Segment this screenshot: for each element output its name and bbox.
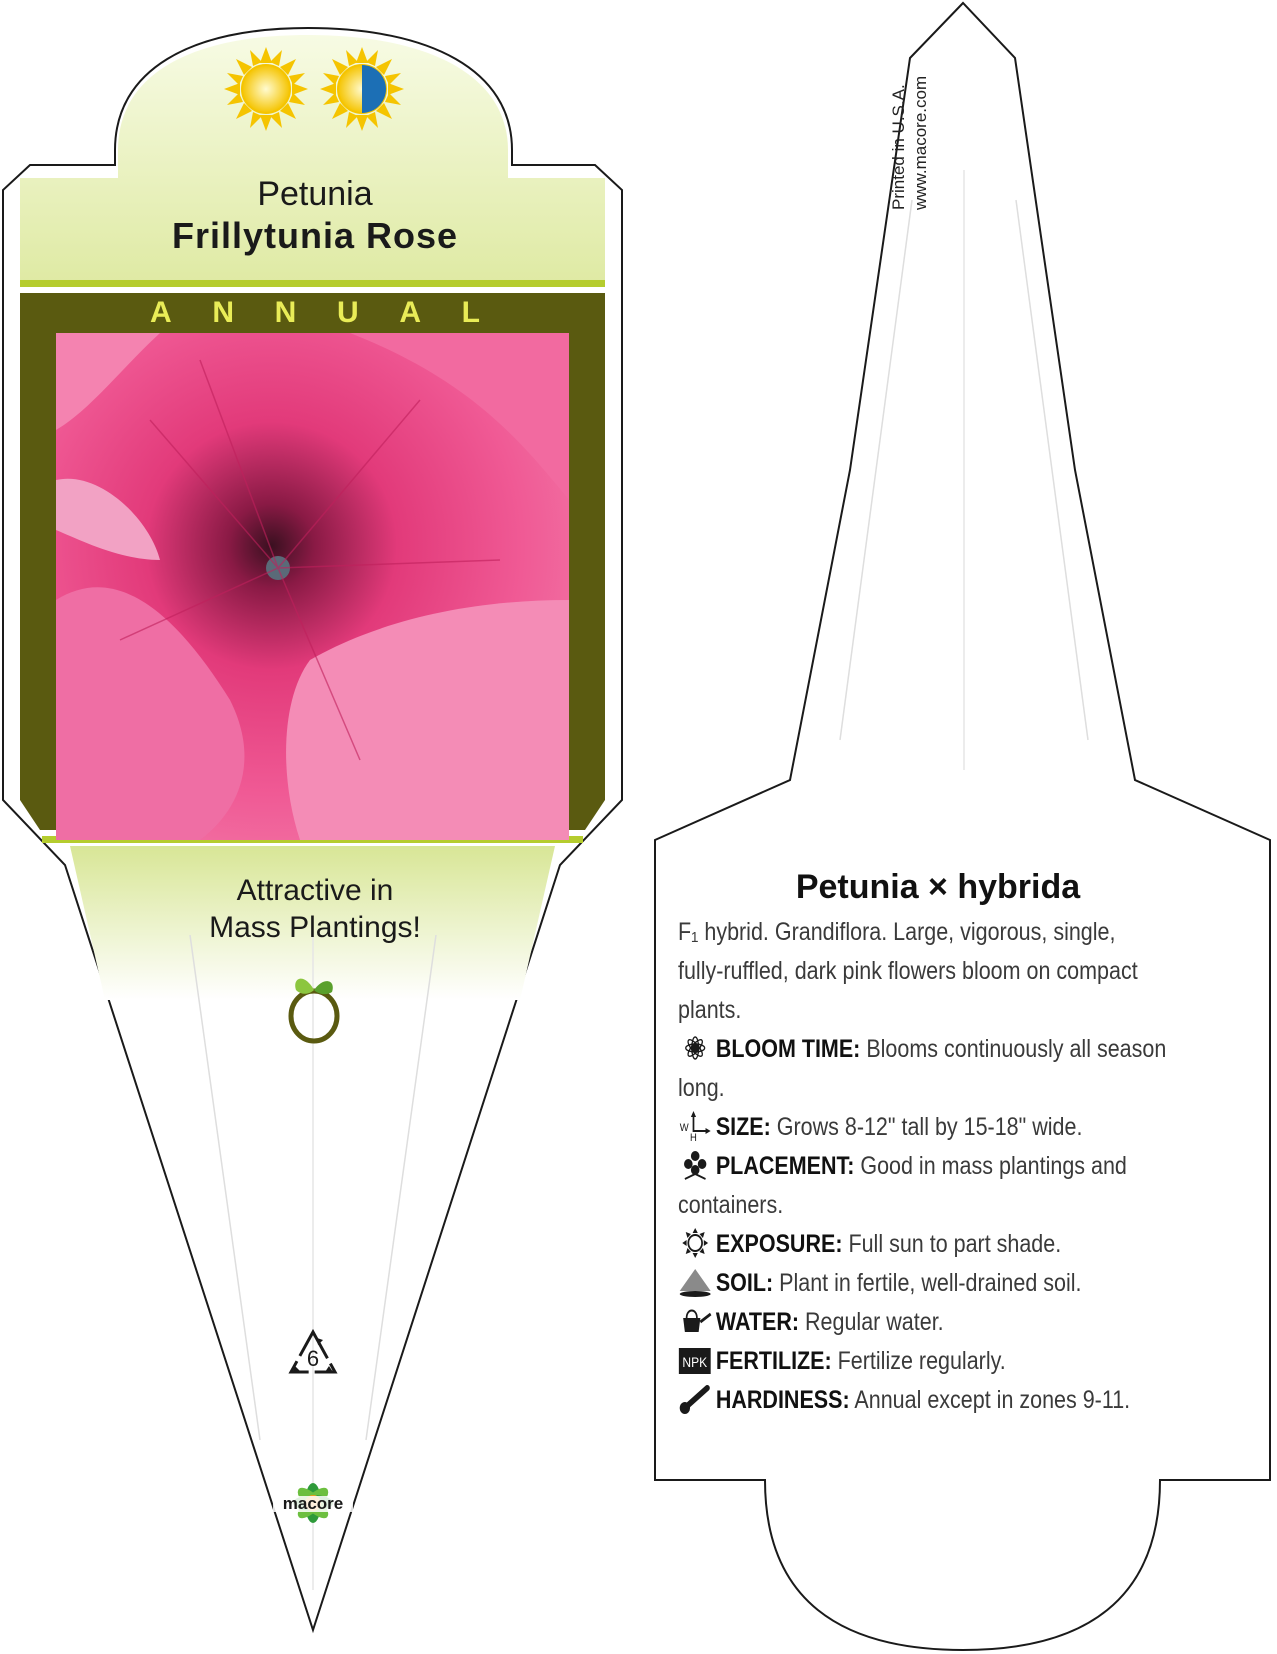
size-row bbox=[678, 1108, 1237, 1147]
tagline-line: Mass Plantings! bbox=[209, 911, 421, 944]
fertilize-row bbox=[678, 1342, 1237, 1381]
classification-letter: N bbox=[274, 296, 297, 329]
exposure-row bbox=[678, 1225, 1237, 1264]
part-shade-icon bbox=[318, 45, 406, 133]
flower-icon bbox=[678, 1033, 712, 1063]
back-copy bbox=[678, 868, 1238, 1420]
soil-icon bbox=[678, 1267, 712, 1297]
seedling-icon bbox=[284, 968, 344, 1046]
classification-letter: N bbox=[212, 296, 234, 329]
size-label: SIZE: bbox=[715, 1113, 771, 1141]
bloom-label: BLOOM TIME: bbox=[715, 1035, 861, 1063]
placement-icon bbox=[678, 1150, 712, 1180]
description-line: fully-ruffled, dark pink flowers bloom on compact bbox=[678, 957, 1138, 985]
size-text: Grows 8-12" tall by 15-18" wide. bbox=[770, 1113, 1083, 1141]
printed-line: Printed in U.S.A. bbox=[889, 84, 908, 210]
exposure-label: EXPOSURE: bbox=[715, 1230, 843, 1258]
classification-letter: A bbox=[150, 296, 172, 329]
common-name: Petunia bbox=[257, 175, 373, 213]
size-icon bbox=[678, 1111, 712, 1141]
placement-row bbox=[678, 1147, 1237, 1186]
variety-name: Frillytunia Rose bbox=[171, 215, 459, 256]
bloom-text: Blooms continuously all season bbox=[860, 1035, 1167, 1063]
hardiness-label: HARDINESS: bbox=[715, 1386, 850, 1414]
recycle-number: 6 bbox=[306, 1346, 320, 1371]
tagline-line: Attractive in bbox=[236, 874, 394, 907]
macore-logo bbox=[270, 1468, 356, 1538]
full-sun-icon bbox=[222, 45, 310, 133]
logo-text: macore bbox=[282, 1494, 344, 1513]
printer-credit bbox=[888, 0, 938, 210]
recycle-icon bbox=[287, 1328, 339, 1378]
size-icon-w: W bbox=[679, 1122, 689, 1135]
description-line: plants. bbox=[678, 996, 742, 1024]
soil-text: Plant in fertile, well-drained soil. bbox=[773, 1269, 1082, 1297]
bloom-text-continued: long. bbox=[678, 1074, 725, 1102]
placement-text-continued: containers. bbox=[678, 1191, 784, 1219]
tagline bbox=[120, 872, 510, 946]
exposure-text: Full sun to part shade. bbox=[842, 1230, 1062, 1258]
classification-letter: U bbox=[336, 296, 359, 329]
sun-icon bbox=[678, 1228, 712, 1258]
watering-can-icon bbox=[678, 1306, 712, 1336]
placement-text: Good in mass plantings and bbox=[854, 1152, 1127, 1180]
thermometer-icon bbox=[678, 1384, 712, 1414]
soil-label: SOIL: bbox=[715, 1269, 774, 1297]
description-line: F₁ hybrid. Grandiflora. Large, vigorous, single, bbox=[678, 918, 1116, 946]
npk-text: NPK bbox=[682, 1354, 708, 1371]
flower-photo bbox=[56, 333, 569, 840]
placement-label: PLACEMENT: bbox=[715, 1152, 855, 1180]
classification-letter: L bbox=[461, 296, 480, 329]
soil-row bbox=[678, 1264, 1237, 1303]
classification-label bbox=[150, 296, 480, 330]
water-label: WATER: bbox=[715, 1308, 800, 1336]
hardiness-text: Annual except in zones 9-11. bbox=[849, 1386, 1131, 1414]
botanical-name: Petunia × hybrida bbox=[795, 868, 1081, 906]
website-line: www.macore.com bbox=[911, 75, 930, 210]
classification-letter: A bbox=[399, 296, 421, 329]
water-text: Regular water. bbox=[799, 1308, 944, 1336]
npk-fertilizer-icon bbox=[678, 1345, 712, 1375]
water-row bbox=[678, 1303, 1237, 1342]
fertilize-text: Fertilize regularly. bbox=[831, 1347, 1006, 1375]
care-description bbox=[678, 913, 1237, 1420]
bloom-row bbox=[678, 1030, 1237, 1069]
hardiness-row bbox=[678, 1381, 1237, 1420]
fertilize-label: FERTILIZE: bbox=[715, 1347, 832, 1375]
size-icon-h: H bbox=[690, 1132, 697, 1141]
